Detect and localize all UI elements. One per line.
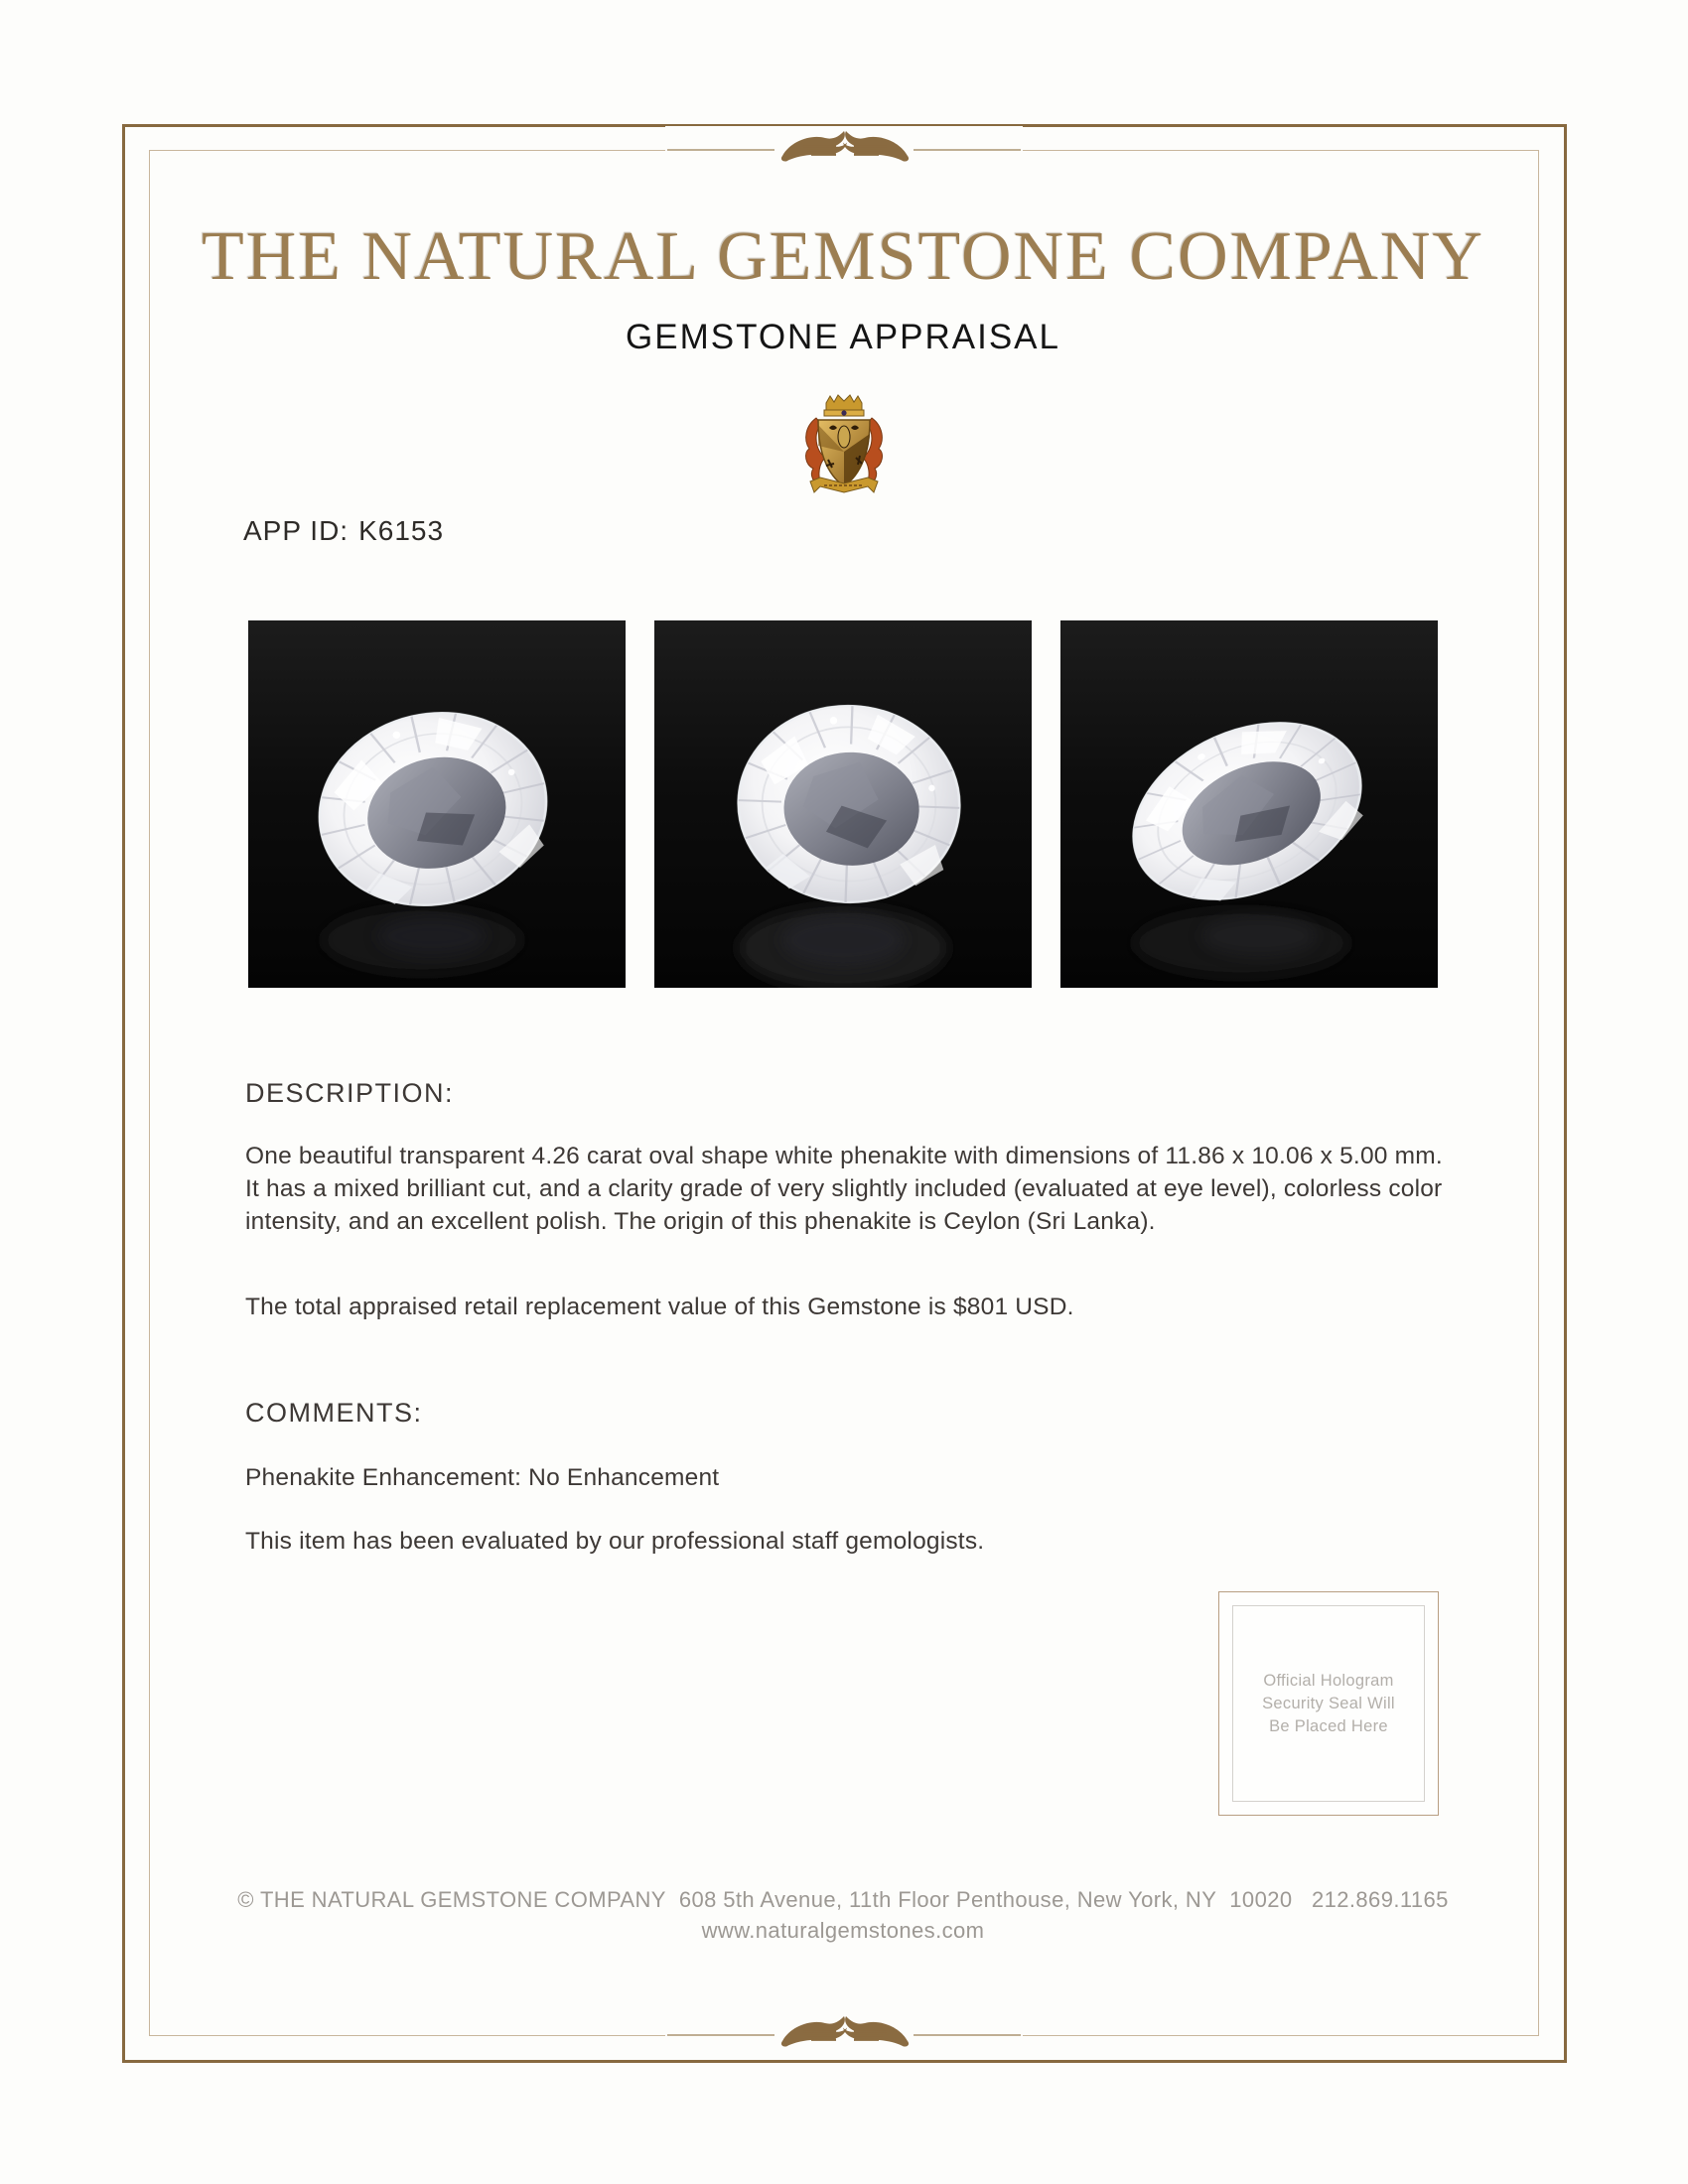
seal-text-line: Official Hologram	[1263, 1671, 1394, 1690]
app-id-label: APP ID:	[243, 515, 350, 546]
document-subtitle: GEMSTONE APPRAISAL	[626, 318, 1060, 356]
seal-text-line: Be Placed Here	[1269, 1716, 1388, 1735]
description-paragraph: One beautiful transparent 4.26 carat oval shape white phenakite with dimensions of 11.86 x 10.06 x 5.00 mm. It has a mixed brilliant cut, and a clarity grade of very slightly included (evaluated at eye level), colorless color intensity, and an excellent polish. The origin of this phenakite is Ceylon (Sri Lanka).	[245, 1143, 1443, 1235]
enhancement-line: Phenakite Enhancement: No Enhancement	[245, 1464, 720, 1491]
gem-photo-2	[654, 620, 1032, 988]
gem-photo-3	[1060, 620, 1438, 988]
description-heading: DESCRIPTION:	[245, 1078, 455, 1108]
seal-text-line: Security Seal Will	[1262, 1694, 1395, 1712]
company-title: THE NATURAL GEMSTONE COMPANY	[201, 218, 1485, 295]
hologram-seal-box	[1218, 1591, 1439, 1816]
hologram-seal-inner-frame	[1232, 1605, 1425, 1802]
app-id	[243, 515, 444, 547]
company-crest-icon	[800, 393, 888, 500]
evaluation-line: This item has been evaluated by our professional staff gemologists.	[245, 1528, 985, 1555]
footer-address: © THE NATURAL GEMSTONE COMPANY 608 5th Avenue, 11th Floor Penthouse, New York, NY 10020 212.869.1165	[237, 1887, 1449, 1912]
appraised-value-statement: The total appraised retail replacement value of this Gemstone is $801 USD.	[245, 1294, 1074, 1320]
footer-website-link[interactable]: www.naturalgemstones.com	[701, 1918, 985, 1943]
gem-photo-1	[248, 620, 626, 988]
gem-photo-strip	[248, 620, 1438, 988]
app-id-value: K6153	[358, 515, 445, 546]
top-flourish-icon	[665, 126, 1023, 174]
bottom-flourish-icon	[665, 2011, 1023, 2059]
comments-heading: COMMENTS:	[245, 1398, 423, 1428]
